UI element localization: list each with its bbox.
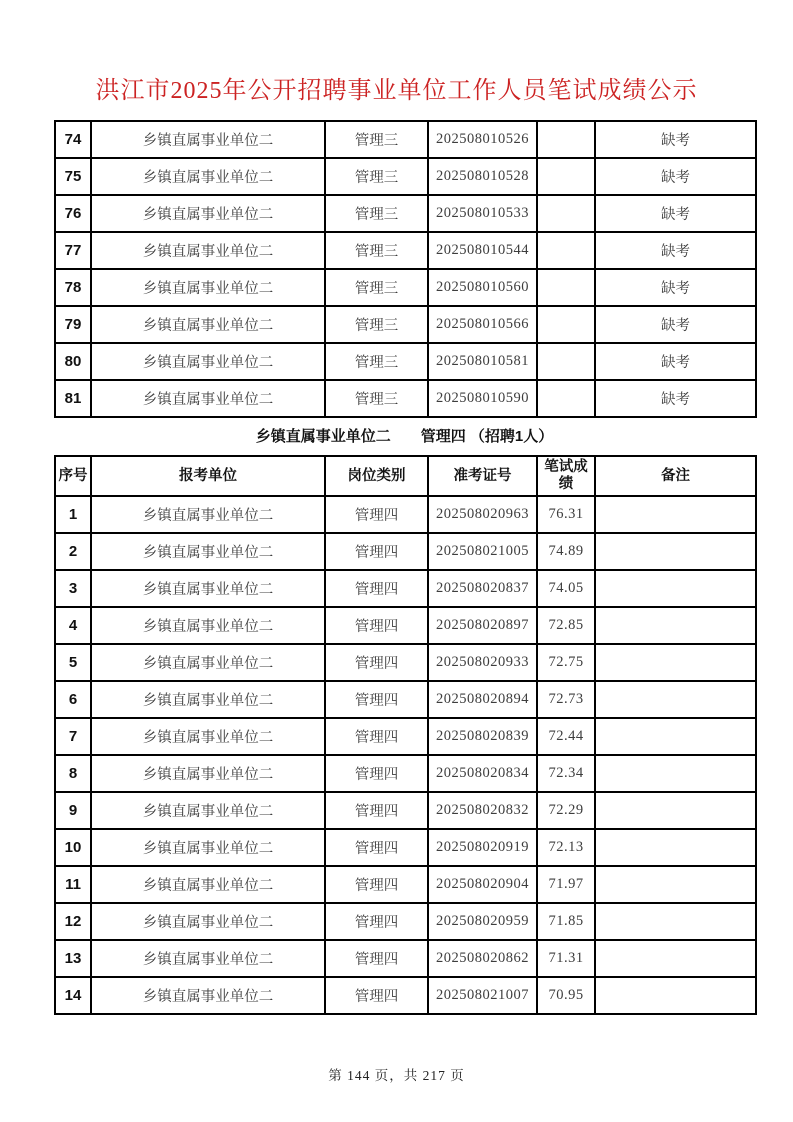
table-row	[55, 380, 756, 417]
ticket-cell: 202508020839	[428, 718, 537, 755]
category-cell: 管理四	[325, 792, 428, 829]
score-cell: 72.75	[537, 644, 595, 681]
category-cell: 管理三	[325, 195, 428, 232]
page-number: 第 144 页，共 217 页	[328, 1068, 465, 1083]
section-title: 乡镇直属事业单位二 管理四 （招聘1人）	[255, 428, 554, 445]
scores-table-management4-body	[55, 496, 756, 1014]
table-row	[55, 121, 756, 158]
ticket-cell: 202508020862	[428, 940, 537, 977]
unit-cell: 乡镇直属事业单位二	[91, 232, 325, 269]
unit-cell: 乡镇直属事业单位二	[91, 380, 325, 417]
score-cell: 72.29	[537, 792, 595, 829]
table-row	[55, 607, 756, 644]
score-cell	[537, 232, 595, 269]
note-cell: 缺考	[595, 195, 756, 232]
category-cell: 管理四	[325, 570, 428, 607]
unit-cell: 乡镇直属事业单位二	[91, 718, 325, 755]
table-row	[55, 903, 756, 940]
ticket-cell: 202508010544	[428, 232, 537, 269]
note-cell	[595, 718, 756, 755]
category-cell: 管理四	[325, 496, 428, 533]
row-index-cell: 11	[55, 866, 91, 903]
score-cell: 71.97	[537, 866, 595, 903]
scores-table-management4	[54, 455, 757, 1015]
note-cell	[595, 829, 756, 866]
table-row	[55, 269, 756, 306]
ticket-cell: 202508010526	[428, 121, 537, 158]
row-index-cell: 7	[55, 718, 91, 755]
ticket-cell: 202508020919	[428, 829, 537, 866]
category-cell: 管理三	[325, 306, 428, 343]
category-cell: 管理四	[325, 977, 428, 1014]
row-index-cell: 75	[55, 158, 91, 195]
score-cell: 72.44	[537, 718, 595, 755]
score-cell: 76.31	[537, 496, 595, 533]
row-index-cell: 1	[55, 496, 91, 533]
note-cell	[595, 940, 756, 977]
header-ticket: 准考证号	[428, 456, 537, 496]
ticket-cell: 202508020897	[428, 607, 537, 644]
note-cell	[595, 903, 756, 940]
table-row	[55, 232, 756, 269]
score-cell	[537, 121, 595, 158]
score-cell	[537, 343, 595, 380]
unit-cell: 乡镇直属事业单位二	[91, 306, 325, 343]
unit-cell: 乡镇直属事业单位二	[91, 940, 325, 977]
row-index-cell: 74	[55, 121, 91, 158]
table-row	[55, 940, 756, 977]
note-cell	[595, 533, 756, 570]
unit-cell: 乡镇直属事业单位二	[91, 681, 325, 718]
note-cell: 缺考	[595, 380, 756, 417]
table-header-row	[55, 456, 756, 496]
ticket-cell: 202508020837	[428, 570, 537, 607]
note-cell	[595, 977, 756, 1014]
row-index-cell: 77	[55, 232, 91, 269]
note-cell: 缺考	[595, 158, 756, 195]
note-cell	[595, 496, 756, 533]
header-category: 岗位类别	[325, 456, 428, 496]
category-cell: 管理四	[325, 940, 428, 977]
note-cell: 缺考	[595, 232, 756, 269]
score-cell: 72.34	[537, 755, 595, 792]
ticket-cell: 202508020832	[428, 792, 537, 829]
unit-cell: 乡镇直属事业单位二	[91, 121, 325, 158]
score-cell: 74.89	[537, 533, 595, 570]
table-row	[55, 158, 756, 195]
unit-cell: 乡镇直属事业单位二	[91, 496, 325, 533]
note-cell	[595, 866, 756, 903]
ticket-cell: 202508020894	[428, 681, 537, 718]
row-index-cell: 10	[55, 829, 91, 866]
category-cell: 管理四	[325, 533, 428, 570]
row-index-cell: 6	[55, 681, 91, 718]
category-cell: 管理四	[325, 866, 428, 903]
header-unit: 报考单位	[91, 456, 325, 496]
unit-cell: 乡镇直属事业单位二	[91, 570, 325, 607]
table-row	[55, 343, 756, 380]
category-cell: 管理三	[325, 269, 428, 306]
unit-cell: 乡镇直属事业单位二	[91, 866, 325, 903]
category-cell: 管理三	[325, 232, 428, 269]
table-row	[55, 644, 756, 681]
table-row	[55, 306, 756, 343]
score-cell: 70.95	[537, 977, 595, 1014]
category-cell: 管理三	[325, 343, 428, 380]
unit-cell: 乡镇直属事业单位二	[91, 158, 325, 195]
ticket-cell: 202508020933	[428, 644, 537, 681]
row-index-cell: 2	[55, 533, 91, 570]
unit-cell: 乡镇直属事业单位二	[91, 269, 325, 306]
row-index-cell: 3	[55, 570, 91, 607]
table-row	[55, 570, 756, 607]
score-cell: 72.73	[537, 681, 595, 718]
table-row	[55, 681, 756, 718]
unit-cell: 乡镇直属事业单位二	[91, 792, 325, 829]
row-index-cell: 5	[55, 644, 91, 681]
unit-cell: 乡镇直属事业单位二	[91, 903, 325, 940]
row-index-cell: 79	[55, 306, 91, 343]
category-cell: 管理三	[325, 380, 428, 417]
category-cell: 管理四	[325, 644, 428, 681]
unit-cell: 乡镇直属事业单位二	[91, 644, 325, 681]
row-index-cell: 78	[55, 269, 91, 306]
score-cell	[537, 195, 595, 232]
note-cell: 缺考	[595, 343, 756, 380]
row-index-cell: 80	[55, 343, 91, 380]
header-index: 序号	[55, 456, 91, 496]
note-cell	[595, 607, 756, 644]
table-row	[55, 977, 756, 1014]
ticket-cell: 202508020834	[428, 755, 537, 792]
scores-table-management3-body	[55, 121, 756, 417]
ticket-cell: 202508020904	[428, 866, 537, 903]
category-cell: 管理三	[325, 121, 428, 158]
table-row	[55, 866, 756, 903]
table-row	[55, 792, 756, 829]
ticket-cell: 202508021007	[428, 977, 537, 1014]
table-row	[55, 755, 756, 792]
note-cell	[595, 755, 756, 792]
category-cell: 管理四	[325, 607, 428, 644]
score-cell	[537, 158, 595, 195]
row-index-cell: 8	[55, 755, 91, 792]
unit-cell: 乡镇直属事业单位二	[91, 343, 325, 380]
row-index-cell: 81	[55, 380, 91, 417]
row-index-cell: 12	[55, 903, 91, 940]
ticket-cell: 202508010590	[428, 380, 537, 417]
category-cell: 管理四	[325, 903, 428, 940]
page-title: 洪江市2025年公开招聘事业单位工作人员笔试成绩公示	[95, 78, 698, 104]
score-cell	[537, 380, 595, 417]
row-index-cell: 14	[55, 977, 91, 1014]
header-note: 备注	[595, 456, 756, 496]
ticket-cell: 202508021005	[428, 533, 537, 570]
scores-table-management3	[54, 120, 757, 418]
ticket-cell: 202508010581	[428, 343, 537, 380]
note-cell	[595, 681, 756, 718]
unit-cell: 乡镇直属事业单位二	[91, 977, 325, 1014]
note-cell	[595, 792, 756, 829]
ticket-cell: 202508010560	[428, 269, 537, 306]
unit-cell: 乡镇直属事业单位二	[91, 755, 325, 792]
category-cell: 管理四	[325, 681, 428, 718]
ticket-cell: 202508010528	[428, 158, 537, 195]
score-cell	[537, 306, 595, 343]
note-cell	[595, 644, 756, 681]
table-row	[55, 718, 756, 755]
unit-cell: 乡镇直属事业单位二	[91, 829, 325, 866]
unit-cell: 乡镇直属事业单位二	[91, 533, 325, 570]
ticket-cell: 202508020963	[428, 496, 537, 533]
ticket-cell: 202508010566	[428, 306, 537, 343]
category-cell: 管理四	[325, 755, 428, 792]
ticket-cell: 202508010533	[428, 195, 537, 232]
unit-cell: 乡镇直属事业单位二	[91, 195, 325, 232]
score-cell: 71.31	[537, 940, 595, 977]
table-row	[55, 195, 756, 232]
category-cell: 管理四	[325, 829, 428, 866]
note-cell: 缺考	[595, 269, 756, 306]
category-cell: 管理四	[325, 718, 428, 755]
row-index-cell: 76	[55, 195, 91, 232]
note-cell	[595, 570, 756, 607]
score-cell	[537, 269, 595, 306]
table-row	[55, 533, 756, 570]
score-cell: 72.13	[537, 829, 595, 866]
table-row	[55, 496, 756, 533]
score-cell: 71.85	[537, 903, 595, 940]
header-score: 笔试成绩	[537, 456, 595, 496]
table-row	[55, 829, 756, 866]
unit-cell: 乡镇直属事业单位二	[91, 607, 325, 644]
score-cell: 72.85	[537, 607, 595, 644]
ticket-cell: 202508020959	[428, 903, 537, 940]
note-cell: 缺考	[595, 121, 756, 158]
score-cell: 74.05	[537, 570, 595, 607]
row-index-cell: 13	[55, 940, 91, 977]
row-index-cell: 4	[55, 607, 91, 644]
note-cell: 缺考	[595, 306, 756, 343]
category-cell: 管理三	[325, 158, 428, 195]
row-index-cell: 9	[55, 792, 91, 829]
